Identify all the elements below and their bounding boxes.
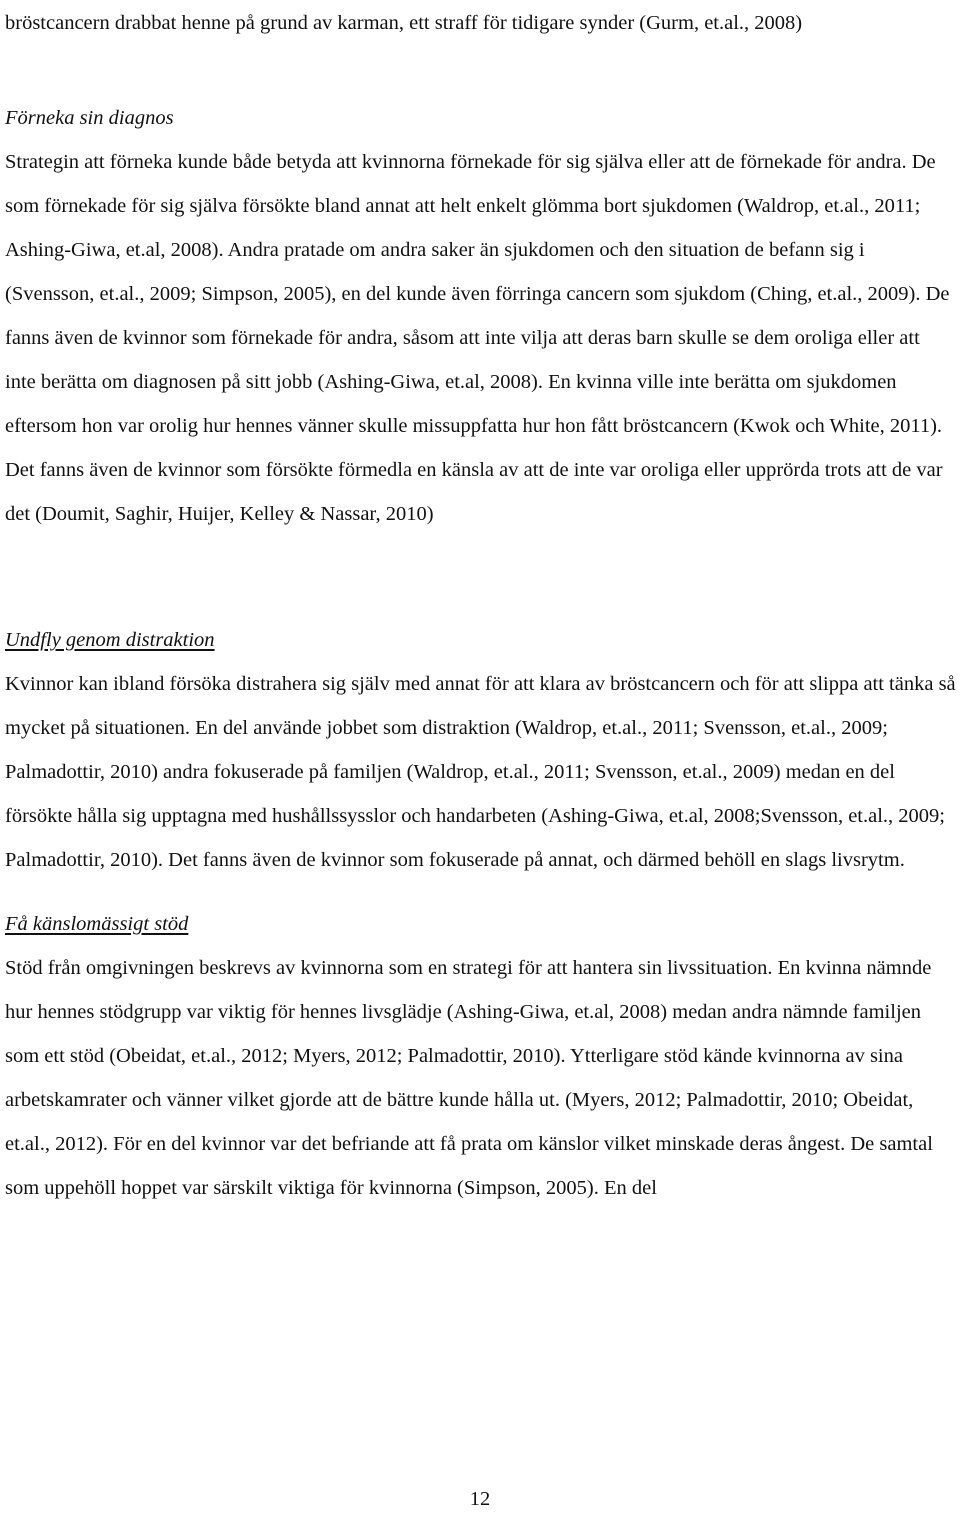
paragraph-forneka: Strategin att förneka kunde både betyda att kvinnorna förnekade för sig själva eller att de förnekade för andra. De som förnekade för sig själva försökte bland annat att helt enkelt glömma bort sjukdomen (Waldrop, et.al., 2011; Ashing-Giwa, et.al, 2008). Andra pratade om andra saker än sjukdomen och den situation de befann sig i (Svensson, et.al., 2009; Simpson, 2005), en del kunde även förringa cancern som sjukdom (Ching, et.al., 2009). De fanns även de kvinnor som förnekade för andra, såsom att inte vilja att deras barn skulle se dem oroliga eller att inte berätta om diagnosen på sitt jobb (Ashing-Giwa, et.al, 2008). En kvinna ville inte berätta om sjukdomen eftersom hon var orolig hur hennes vänner skulle missuppfatta hur hon fått bröstcancern (Kwok och White, 2011). Det fanns även de kvinnor som försökte förmedla en känsla av att de inte var oroliga eller upprörda trots att de var det (Doumit, Saghir, Huijer, Kelley & Nassar, 2010) [5, 151, 950, 525]
intro-paragraph: bröstcancern drabbat henne på grund av karman, ett straff för tidigare synder (Gurm, et.al., 2008) [5, 12, 803, 34]
paragraph-stod: Stöd från omgivningen beskrevs av kvinnorna som en strategi för att hantera sin livssituation. En kvinna nämnde hur hennes stödgrupp var viktig för hennes livsglädje (Ashing-Giwa, et.al, 2008) medan andra nämnde familjen som ett stöd (Obeidat, et.al., 2012; Myers, 2012; Palmadottir, 2010). Ytterligare stöd kände kvinnorna av sina arbetskamrater och vänner vilket gjorde att de bättre kunde hålla ut. (Myers, 2012; Palmadottir, 2010; Obeidat, et.al., 2012). För en del kvinnor var det befriande att få prata om känslor vilket minskade deras ångest. De samtal som uppehöll hoppet var särskilt viktiga för kvinnorna (Simpson, 2005). En del [5, 957, 933, 1199]
paragraph-undfly: Kvinnor kan ibland försöka distrahera sig själv med annat för att klara av bröstcancern och för att slippa att tänka så mycket på situationen. En del använde jobbet som distraktion (Waldrop, et.al., 2011; Svensson, et.al., 2009; Palmadottir, 2010) andra fokuserade på familjen (Waldrop, et.al., 2011; Svensson, et.al., 2009) medan en del försökte hålla sig upptagna med hushållssysslor och handarbeten (Ashing-Giwa, et.al, 2008;Svensson, et.al., 2009; Palmadottir, 2010). Det fanns även de kvinnor som fokuserade på annat, och därmed behöll en slags livsrytm. [5, 673, 956, 871]
document-page [5, 0, 957, 1210]
heading-forneka-sin-diagnos: Förneka sin diagnos [5, 107, 174, 129]
heading-undfly-genom-distraktion: Undfly genom distraktion [5, 629, 215, 651]
page-number: 12 [469, 1488, 491, 1510]
heading-fa-kanslomassigt-stod: Få känslomässigt stöd [5, 913, 189, 935]
